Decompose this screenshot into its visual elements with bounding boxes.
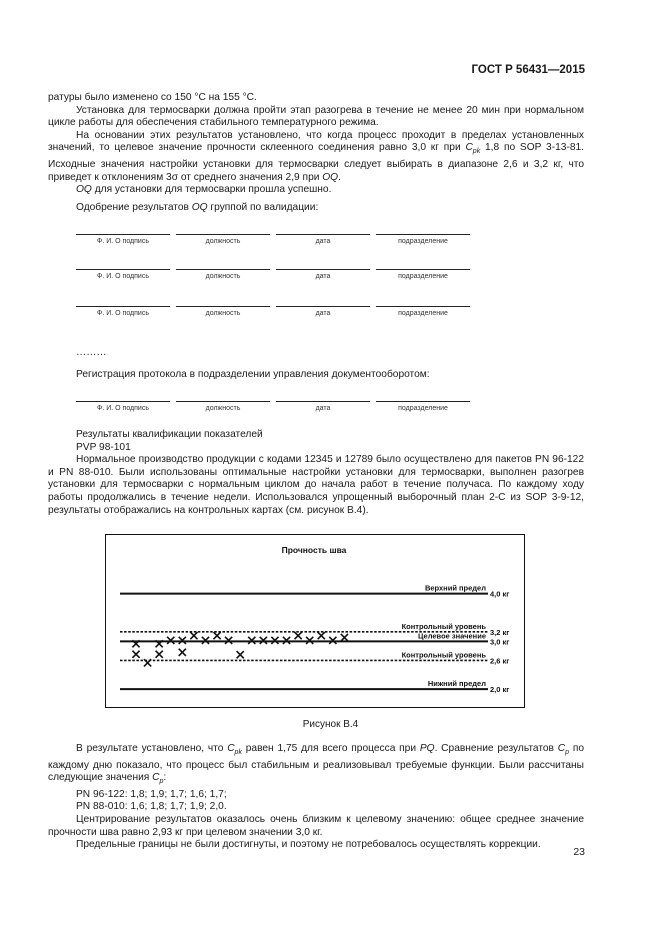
- data-point: [156, 651, 163, 658]
- body-results: [48, 429, 584, 517]
- limit-value-3: 3,0 кг: [490, 637, 510, 647]
- control-chart: [106, 535, 523, 706]
- signature-caption-date: дата: [315, 310, 331, 317]
- limit-label-3: Целевое значение: [417, 631, 486, 641]
- data-point: [190, 632, 197, 639]
- paragraph-oq-passed: OQ для установки для термосварки прошла успешно.: [76, 184, 332, 196]
- data-point: [318, 632, 325, 639]
- registration-heading: Регистрация протокола в подразделении управления документооборотом:: [76, 369, 430, 380]
- signature-row: [76, 401, 476, 421]
- signature-caption-position: должность: [205, 238, 241, 245]
- body-end: [48, 743, 584, 852]
- limit-label-5: Нижний предел: [427, 679, 486, 689]
- signature-caption-position: должность: [205, 405, 241, 412]
- data-point: [179, 649, 186, 656]
- limit-label-2: Контрольный уровень: [401, 621, 486, 631]
- page-number: 23: [573, 846, 585, 858]
- paragraph-continuation: ратуры было изменено со 150 °С на 155 °С.: [48, 92, 257, 103]
- signature-caption-position: должность: [205, 310, 241, 317]
- data-point: [213, 632, 220, 639]
- signature-caption-name: Ф. И. О подпись: [97, 405, 149, 412]
- limit-value-2: 3,2 кг: [490, 627, 510, 637]
- data-point: [295, 632, 302, 639]
- signature-caption-date: дата: [315, 238, 331, 245]
- data-point: [341, 634, 348, 641]
- signature-caption-department: подразделение: [398, 238, 448, 245]
- document-header: ГОСТ Р 56431—2015: [471, 64, 585, 76]
- paragraph-production: Нормальное производство продукции с кодами 12345 и 12789 было осуществлено для пакетов PN 96-122 и PN 88-010. Были использованы оптимальные настройки установки для термосварки, выполнен разогрев установки для термосварки с нормальным циклом до начала работ в течение получаса. По каждому ходу работы продолжались в течение недели. Использовался упрощенный выборочный план 2-С из SOP 3-9-12, результаты отображались на контрольных картах (см. рисунок В.4).: [48, 454, 584, 516]
- signature-caption-name: Ф. И. О подпись: [97, 273, 149, 280]
- paragraph-preheat: Установка для термосварки должна пройти этап разогрева в течение не менее 20 мин при нормальном цикле работы для обеспечения стабильного температурного режима.: [48, 104, 584, 129]
- signature-caption-name: Ф. И. О подпись: [97, 310, 149, 317]
- data-point: [237, 651, 244, 658]
- signature-caption-department: подразделение: [398, 405, 448, 412]
- paragraph-limits: Предельные границы не были достигнуты, и поэтому не потребовалось осуществлять коррекции.: [76, 839, 541, 851]
- figure-caption: Рисунок В.4: [302, 719, 359, 730]
- ellipsis: ………: [76, 347, 107, 358]
- paragraph-target-value: На основании этих результатов установлено, что когда процесс проходит в пределах установленных значений, то целевое значение прочности склеенного соединения равно 3,0 кг при $C_{pk}$ 1,8 по SOP 3-13-81. Исходные значения настройки установки для термосварки следует выбирать в диапазоне 2,6 и 3,2 кг, что приведет к отклонениям 3σ от среднего значения 2,9 при OQ.: [48, 129, 584, 183]
- chart-title: Прочность шва: [281, 545, 347, 555]
- data-point: [132, 651, 139, 658]
- approval-heading: Одобрение результатов OQ группой по валидации:: [76, 202, 319, 213]
- limit-value-5: 2,0 кг: [490, 685, 510, 695]
- data-point: [144, 659, 151, 666]
- pn-values-96-122: PN 96-122: 1,8; 1,9; 1,7; 1,6; 1,7;: [76, 788, 227, 800]
- limit-value-1: 4,0 кг: [490, 589, 510, 599]
- results-title: Результаты квалификации показателей: [76, 429, 263, 440]
- paragraph-cpk-result: В результате установлено, что $C_{pk}$ равен 1,75 для всего процесса при PQ. Сравнение результатов $C_p$ по каждому дню показало, что процесс был стабильным и реализовывал требуемые функции. Были рассчитаны следующие значения $C_p$:: [48, 743, 585, 786]
- paragraph-centering: Центрирование результатов оказалось очень близким к целевому значению: общее среднее значение прочности шва равно 2,93 кг при целевом значении 3,0 кг.: [48, 814, 584, 838]
- signature-row: [76, 306, 476, 326]
- limit-label-4: Контрольный уровень: [401, 650, 486, 660]
- control-chart-frame: [105, 534, 525, 708]
- signature-row: [76, 234, 476, 254]
- signature-caption-position: должность: [205, 273, 241, 280]
- signature-row: [76, 269, 476, 289]
- pn-values-88-010: PN 88-010: 1,6; 1,8; 1,7; 1,9; 2,0.: [76, 801, 227, 813]
- signature-caption-department: подразделение: [398, 310, 448, 317]
- signature-caption-department: подразделение: [398, 273, 448, 280]
- limit-value-4: 2,6 кг: [490, 656, 510, 666]
- limit-label-1: Верхний предел: [424, 583, 486, 593]
- body-top: [48, 92, 584, 197]
- signature-caption-name: Ф. И. О подпись: [97, 238, 149, 245]
- signature-caption-date: дата: [315, 405, 331, 412]
- signature-caption-date: дата: [315, 273, 331, 280]
- pvp-code: PVP 98-101: [76, 441, 131, 453]
